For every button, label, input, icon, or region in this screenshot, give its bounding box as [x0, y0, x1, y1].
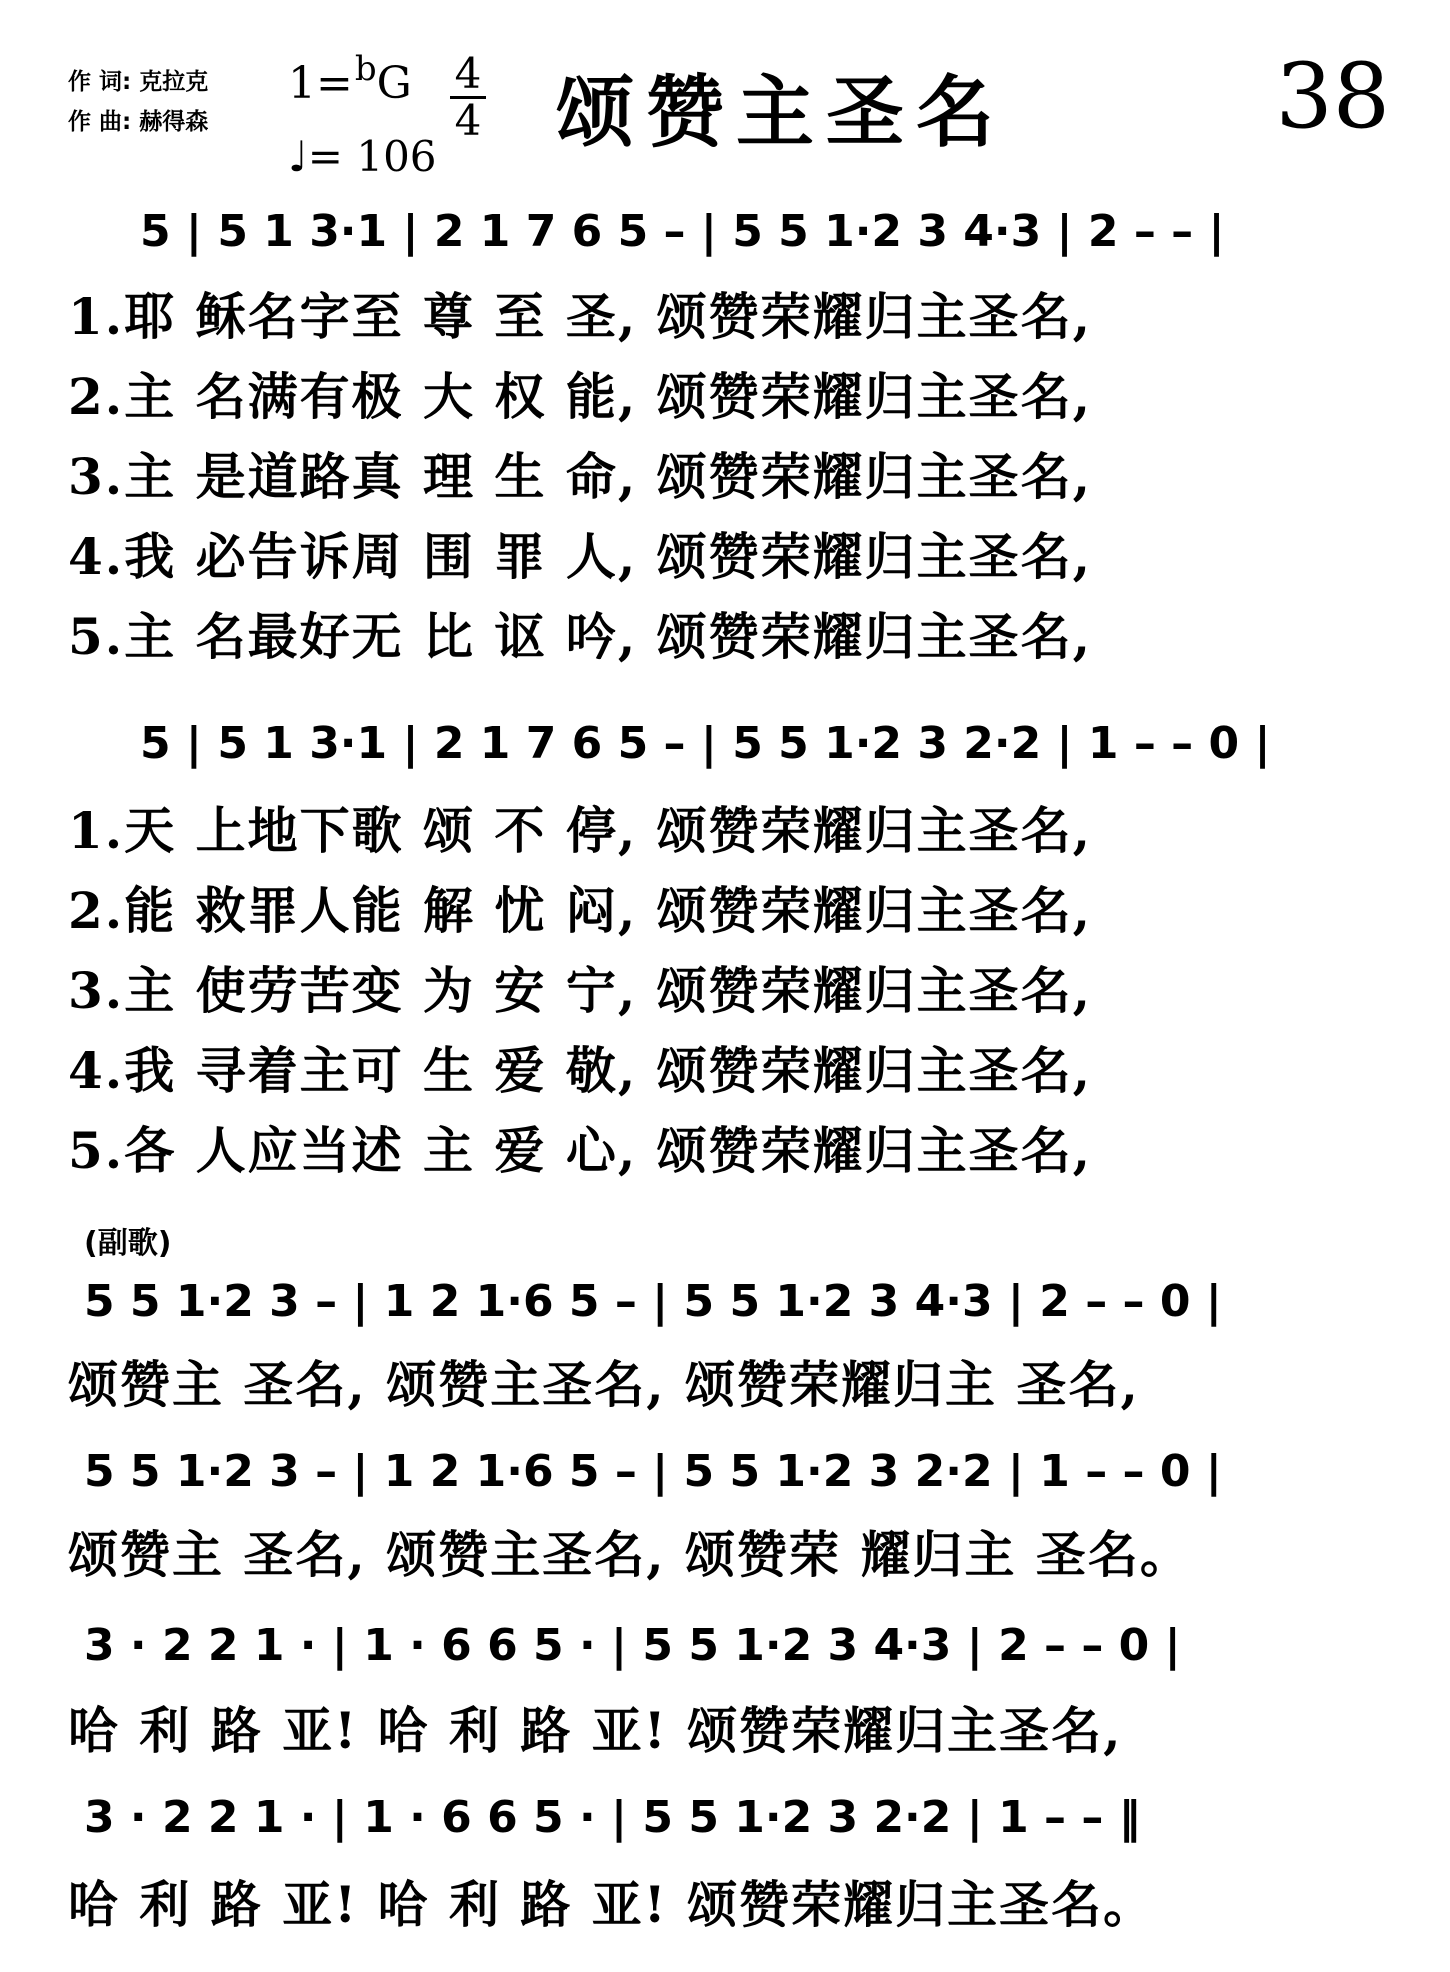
- verse-lyric-line: 2.主 名满有极 大 权 能, 颂赞荣耀归主圣名,: [68, 367, 1093, 426]
- lyricist-credit: 作 词: 克拉克: [68, 69, 209, 95]
- notation-text: 5 | 5 1 3·1 | 2 1 7 6 5 – | 5 5 1·2 3 2·2 | 1 – – 0 |: [140, 718, 1271, 769]
- notation-text: 3 · 2 2 1 · | 1 · 6 6 5 · | 5 5 1·2 3 4·3 | 2 – – 0 |: [84, 1620, 1181, 1671]
- composer-credit: 作 曲: 赫得森: [68, 109, 209, 135]
- song-title: 颂赞主圣名: [556, 68, 1007, 158]
- verse-music-line-1: [0, 206, 1450, 290]
- notation-text: 5 5 1·2 3 – | 1 2 1·6 5 – | 5 5 1·2 3 4·3 | 2 – – 0 |: [84, 1276, 1222, 1327]
- chorus-music-line: [0, 1620, 1450, 1704]
- chorus-music-line: [0, 1446, 1450, 1530]
- time-signature-top: 4: [454, 49, 482, 98]
- page-number: 38: [1275, 44, 1390, 149]
- time-signature: [448, 49, 488, 145]
- chorus-music-line: [0, 1792, 1450, 1876]
- chorus-music-line: [0, 1276, 1450, 1360]
- tempo-marking: ♩= 106: [288, 132, 437, 181]
- key-signature: [288, 49, 412, 109]
- chorus-lyric-line: 哈 利 路 亚! 哈 利 路 亚! 颂赞荣耀归主圣名。: [68, 1875, 1156, 1934]
- verse-lyric-line: 3.主 是道路真 理 生 命, 颂赞荣耀归主圣名,: [68, 447, 1093, 506]
- verse-lyric-line: 4.我 寻着主可 生 爱 敬, 颂赞荣耀归主圣名,: [68, 1041, 1093, 1100]
- chorus-lyric-line: 颂赞主 圣名, 颂赞主圣名, 颂赞荣 耀归主 圣名。: [68, 1525, 1192, 1584]
- chorus-label: (副歌): [84, 1226, 172, 1261]
- verse-lyric-line: 4.我 必告诉周 围 罪 人, 颂赞荣耀归主圣名,: [68, 527, 1093, 586]
- chorus-lyric-line: 哈 利 路 亚! 哈 利 路 亚! 颂赞荣耀归主圣名,: [68, 1701, 1123, 1760]
- verse-lyric-line: 3.主 使劳苦变 为 安 宁, 颂赞荣耀归主圣名,: [68, 961, 1093, 1020]
- verse-lyric-line: 5.各 人应当述 主 爱 心, 颂赞荣耀归主圣名,: [68, 1121, 1093, 1180]
- notation-text: 5 | 5 1 3·1 | 2 1 7 6 5 – | 5 5 1·2 3 4·3 | 2 – – |: [140, 206, 1225, 257]
- credits: [68, 62, 208, 142]
- flat-sign: b: [354, 49, 377, 89]
- verse-lyric-line: 1.天 上地下歌 颂 不 停, 颂赞荣耀归主圣名,: [68, 801, 1093, 860]
- verse-lyric-line: 1.耶 稣名字至 尊 至 圣, 颂赞荣耀归主圣名,: [68, 287, 1093, 346]
- key-letter: G: [376, 58, 412, 109]
- chorus-lyric-line: 颂赞主 圣名, 颂赞主圣名, 颂赞荣耀归主 圣名,: [68, 1355, 1140, 1414]
- notation-text: 3 · 2 2 1 · | 1 · 6 6 5 · | 5 5 1·2 3 2·2 | 1 – – ‖: [84, 1792, 1141, 1843]
- time-signature-bottom: 4: [454, 96, 482, 145]
- verse-lyric-line: 5.主 名最好无 比 讴 吟, 颂赞荣耀归主圣名,: [68, 607, 1093, 666]
- notation-text: 5 5 1·2 3 – | 1 2 1·6 5 – | 5 5 1·2 3 2·2 | 1 – – 0 |: [84, 1446, 1222, 1497]
- key-prefix: 1=: [288, 58, 353, 109]
- verse-lyric-line: 2.能 救罪人能 解 忧 闷, 颂赞荣耀归主圣名,: [68, 881, 1093, 940]
- verse-music-line-2: [0, 718, 1450, 802]
